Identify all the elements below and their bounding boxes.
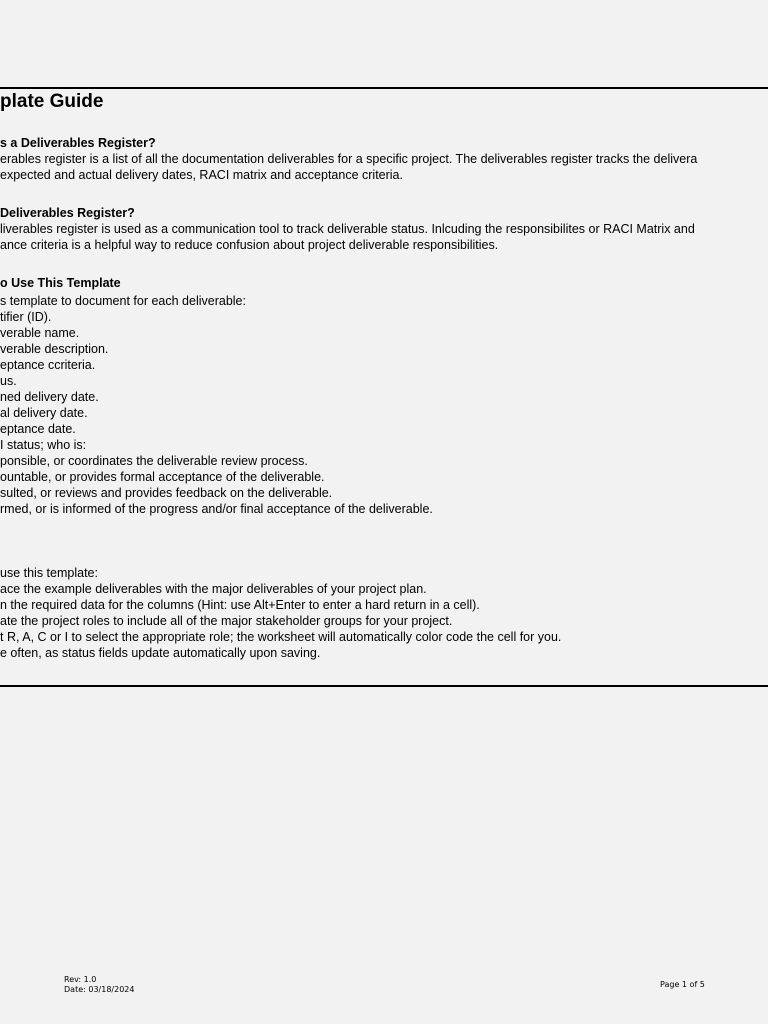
list-item: tifier (ID). [0,310,52,324]
guide-title: plate Guide [0,91,104,112]
list-item: eptance ccriteria. [0,358,96,372]
list-item: sulted, or reviews and provides feedback on the deliverable. [0,486,333,500]
list-item: ponsible, or coordinates the deliverable review process. [0,454,308,468]
section-text-line: erables register is a list of all the documentation deliverables for a specific project. The deliverables register tracks the delivera [0,152,698,166]
section-text-line: liverables register is used as a communication tool to track deliverable status. Inlcuding the responsibilites or RACI Matrix and [0,222,695,236]
list-item: t R, A, C or I to select the appropriate role; the worksheet will automatically color code the cell for you. [0,630,562,644]
list-item: rmed, or is informed of the progress and/or final acceptance of the deliverable. [0,502,433,516]
list-item: verable description. [0,342,109,356]
list-item: ate the project roles to include all of the major stakeholder groups for your project. [0,614,453,628]
list-item: us. [0,374,17,388]
list-item: e often, as status fields update automatically upon saving. [0,646,321,660]
list-item: verable name. [0,326,80,340]
list-item: eptance date. [0,422,76,436]
section-heading: s a Deliverables Register? [0,136,156,150]
list-item: I status; who is: [0,438,87,452]
footer-revision: Rev: 1.0 [64,975,97,984]
list-item: al delivery date. [0,406,88,420]
footer-page-number: Page 1 of 5 [660,980,705,989]
list-item: ace the example deliverables with the major deliverables of your project plan. [0,582,427,596]
section-text-line: ance criteria is a helpful way to reduce confusion about project deliverable responsibilities. [0,238,499,252]
section-text-line: s template to document for each deliverable: [0,294,246,308]
section-text-line: expected and actual delivery dates, RACI matrix and acceptance criteria. [0,168,403,182]
footer-date: Date: 03/18/2024 [64,985,135,994]
list-item: n the required data for the columns (Hint: use Alt+Enter to enter a hard return in a cell). [0,598,480,612]
list-item: ountable, or provides formal acceptance of the deliverable. [0,470,325,484]
template-guide-panel [0,87,768,687]
list-item: ned delivery date. [0,390,99,404]
section-text-line: use this template: [0,566,98,580]
section-heading: Deliverables Register? [0,206,135,220]
section-heading: o Use This Template [0,276,121,290]
